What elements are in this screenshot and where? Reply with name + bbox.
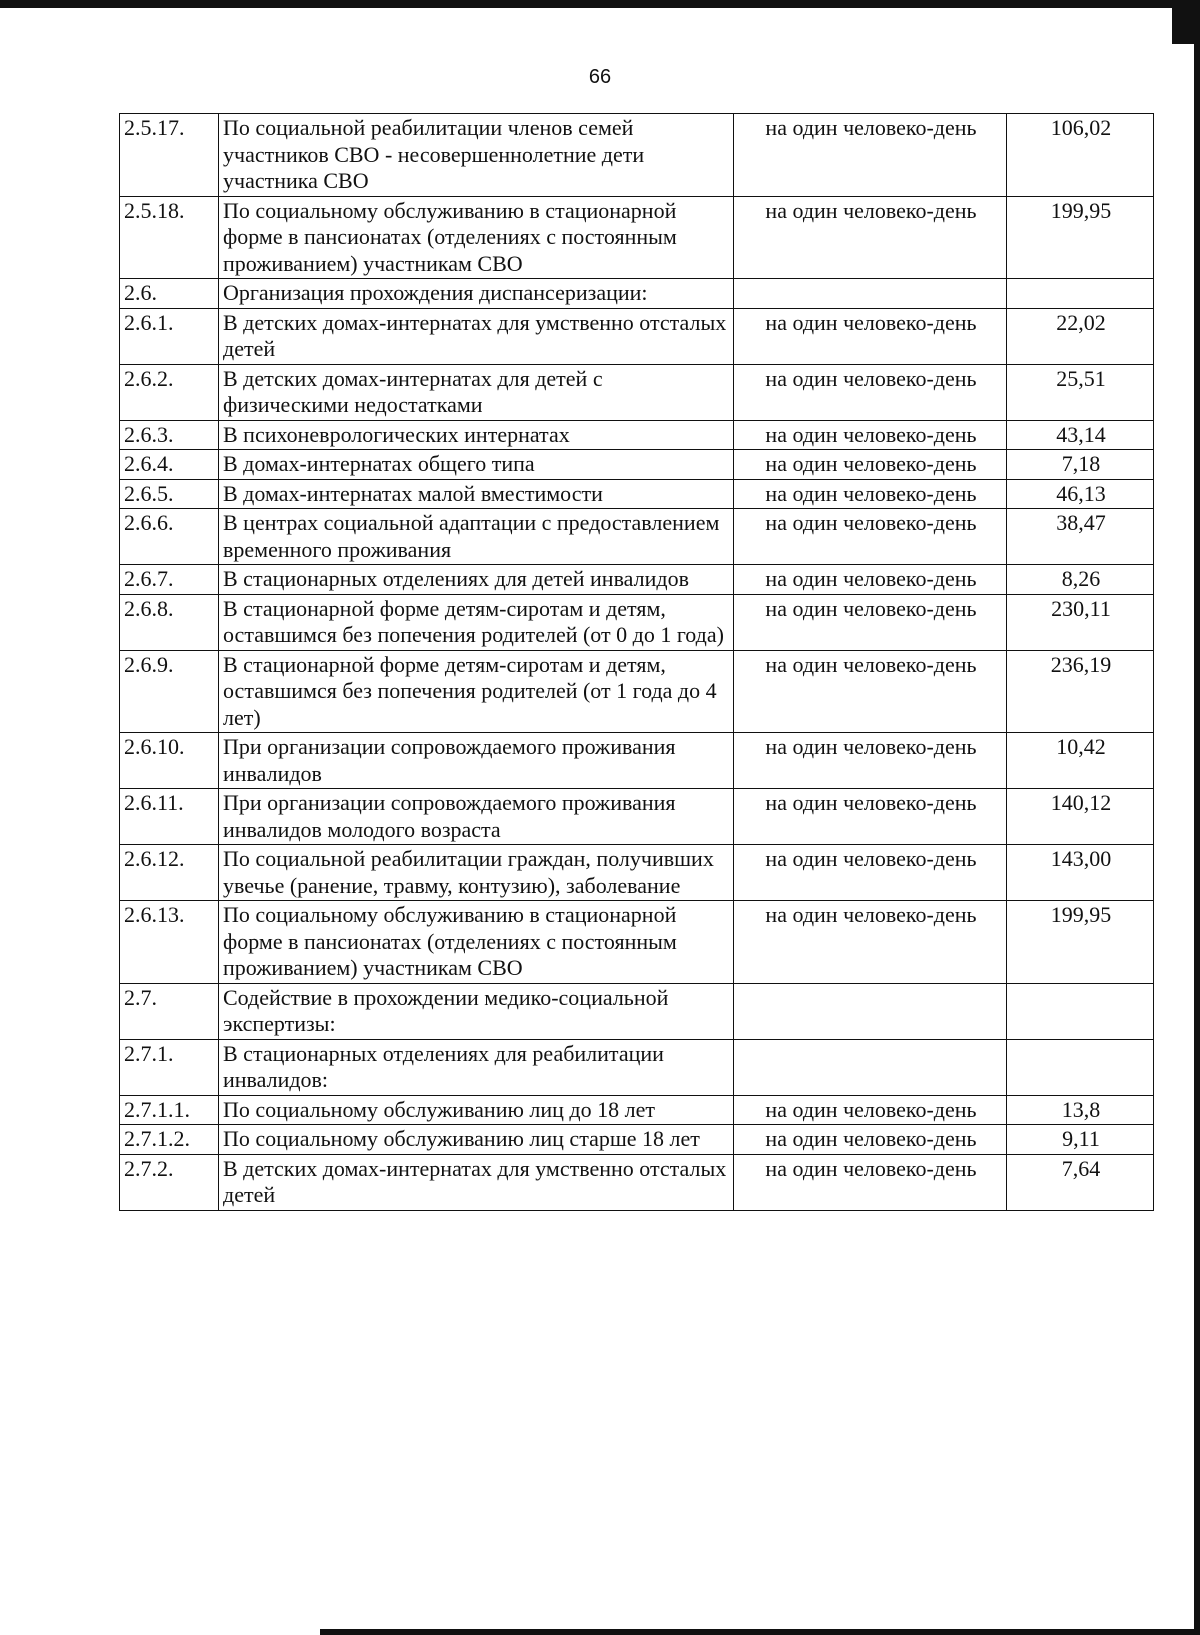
row-unit: на один человеко-день xyxy=(734,450,1007,480)
row-number: 2.7.2. xyxy=(120,1154,219,1210)
row-description: В домах-интернатах общего типа xyxy=(219,450,734,480)
row-value xyxy=(1007,983,1154,1039)
table-row xyxy=(120,364,1154,420)
row-number: 2.7. xyxy=(120,983,219,1039)
row-description: По социальному обслуживанию лиц старше 18 лет xyxy=(219,1125,734,1155)
scan-edge-right xyxy=(1194,0,1200,1635)
row-value: 25,51 xyxy=(1007,364,1154,420)
row-unit: на один человеко-день xyxy=(734,420,1007,450)
table-row xyxy=(120,509,1154,565)
row-description: По социальному обслуживанию лиц до 18 лет xyxy=(219,1095,734,1125)
row-value: 106,02 xyxy=(1007,114,1154,197)
table-row xyxy=(120,1154,1154,1210)
table-row xyxy=(120,450,1154,480)
row-unit: на один человеко-день xyxy=(734,364,1007,420)
row-value xyxy=(1007,279,1154,309)
row-number: 2.7.1. xyxy=(120,1039,219,1095)
table-row xyxy=(120,983,1154,1039)
row-description: В детских домах-интернатах для умственно отсталых детей xyxy=(219,308,734,364)
row-number: 2.6.2. xyxy=(120,364,219,420)
row-number: 2.6.13. xyxy=(120,901,219,984)
row-number: 2.6. xyxy=(120,279,219,309)
row-unit: на один человеко-день xyxy=(734,789,1007,845)
row-description: В детских домах-интернатах для умственно отсталых детей xyxy=(219,1154,734,1210)
row-unit: на один человеко-день xyxy=(734,1095,1007,1125)
row-description: В стационарной форме детям-сиротам и детям, оставшимся без попечения родителей (от 0 до 1 года) xyxy=(219,594,734,650)
row-value: 230,11 xyxy=(1007,594,1154,650)
row-unit: на один человеко-день xyxy=(734,196,1007,279)
row-value: 22,02 xyxy=(1007,308,1154,364)
row-value: 199,95 xyxy=(1007,901,1154,984)
row-description: В стационарных отделениях для детей инвалидов xyxy=(219,565,734,595)
row-description: По социальной реабилитации граждан, получивших увечье (ранение, травму, контузию), заболевание xyxy=(219,845,734,901)
row-unit: на один человеко-день xyxy=(734,509,1007,565)
row-description: В стационарной форме детям-сиротам и детям, оставшимся без попечения родителей (от 1 года до 4 лет) xyxy=(219,650,734,733)
scan-edge-top xyxy=(0,0,1200,8)
row-value: 9,11 xyxy=(1007,1125,1154,1155)
row-unit: на один человеко-день xyxy=(734,1154,1007,1210)
row-number: 2.6.5. xyxy=(120,479,219,509)
row-value: 7,64 xyxy=(1007,1154,1154,1210)
row-value: 10,42 xyxy=(1007,733,1154,789)
page-number: 66 xyxy=(588,66,612,88)
row-unit xyxy=(734,1039,1007,1095)
rates-table-body xyxy=(120,114,1154,1211)
row-number: 2.6.3. xyxy=(120,420,219,450)
row-description: Содействие в прохождении медико-социальной экспертизы: xyxy=(219,983,734,1039)
row-unit: на один человеко-день xyxy=(734,1125,1007,1155)
row-value: 38,47 xyxy=(1007,509,1154,565)
row-number: 2.7.1.2. xyxy=(120,1125,219,1155)
row-description: Организация прохождения диспансеризации: xyxy=(219,279,734,309)
row-unit: на один человеко-день xyxy=(734,308,1007,364)
table-row xyxy=(120,901,1154,984)
row-description: По социальному обслуживанию в стационарной форме в пансионатах (отделениях с постоянным проживанием) участникам СВО xyxy=(219,196,734,279)
table-row xyxy=(120,845,1154,901)
scan-edge-bottom xyxy=(320,1629,1200,1635)
scan-corner-mark xyxy=(1172,0,1196,44)
row-number: 2.5.17. xyxy=(120,114,219,197)
row-unit: на один человеко-день xyxy=(734,594,1007,650)
row-unit: на один человеко-день xyxy=(734,650,1007,733)
row-value: 7,18 xyxy=(1007,450,1154,480)
row-number: 2.6.1. xyxy=(120,308,219,364)
row-number: 2.6.7. xyxy=(120,565,219,595)
row-number: 2.6.9. xyxy=(120,650,219,733)
table-row xyxy=(120,279,1154,309)
row-number: 2.5.18. xyxy=(120,196,219,279)
row-value xyxy=(1007,1039,1154,1095)
row-unit: на один человеко-день xyxy=(734,565,1007,595)
table-row xyxy=(120,114,1154,197)
row-unit: на один человеко-день xyxy=(734,901,1007,984)
table-row xyxy=(120,479,1154,509)
row-value: 46,13 xyxy=(1007,479,1154,509)
row-value: 43,14 xyxy=(1007,420,1154,450)
row-number: 2.6.10. xyxy=(120,733,219,789)
row-description: В центрах социальной адаптации с предоставлением временного проживания xyxy=(219,509,734,565)
row-number: 2.7.1.1. xyxy=(120,1095,219,1125)
row-number: 2.6.6. xyxy=(120,509,219,565)
row-value: 199,95 xyxy=(1007,196,1154,279)
row-value: 8,26 xyxy=(1007,565,1154,595)
row-number: 2.6.12. xyxy=(120,845,219,901)
row-unit xyxy=(734,279,1007,309)
row-description: В домах-интернатах малой вместимости xyxy=(219,479,734,509)
row-description: В детских домах-интернатах для детей с физическими недостатками xyxy=(219,364,734,420)
table-row xyxy=(120,650,1154,733)
table-row xyxy=(120,565,1154,595)
row-description: По социальной реабилитации членов семей участников СВО - несовершеннолетние дети участника СВО xyxy=(219,114,734,197)
table-row xyxy=(120,196,1154,279)
row-description: При организации сопровождаемого проживания инвалидов xyxy=(219,733,734,789)
row-number: 2.6.4. xyxy=(120,450,219,480)
row-description: При организации сопровождаемого проживания инвалидов молодого возраста xyxy=(219,789,734,845)
table-row xyxy=(120,594,1154,650)
table-row xyxy=(120,789,1154,845)
row-unit: на один человеко-день xyxy=(734,733,1007,789)
row-value: 236,19 xyxy=(1007,650,1154,733)
table-row xyxy=(120,733,1154,789)
row-unit xyxy=(734,983,1007,1039)
row-value: 140,12 xyxy=(1007,789,1154,845)
row-number: 2.6.8. xyxy=(120,594,219,650)
table-row xyxy=(120,420,1154,450)
table-row xyxy=(120,308,1154,364)
table-row xyxy=(120,1039,1154,1095)
row-description: По социальному обслуживанию в стационарной форме в пансионатах (отделениях с постоянным проживанием) участникам СВО xyxy=(219,901,734,984)
row-value: 143,00 xyxy=(1007,845,1154,901)
table-row xyxy=(120,1095,1154,1125)
table-row xyxy=(120,1125,1154,1155)
row-unit: на один человеко-день xyxy=(734,479,1007,509)
row-number: 2.6.11. xyxy=(120,789,219,845)
row-value: 13,8 xyxy=(1007,1095,1154,1125)
row-description: В психоневрологических интернатах xyxy=(219,420,734,450)
rates-table xyxy=(119,113,1154,1211)
row-description: В стационарных отделениях для реабилитации инвалидов: xyxy=(219,1039,734,1095)
row-unit: на один человеко-день xyxy=(734,114,1007,197)
row-unit: на один человеко-день xyxy=(734,845,1007,901)
